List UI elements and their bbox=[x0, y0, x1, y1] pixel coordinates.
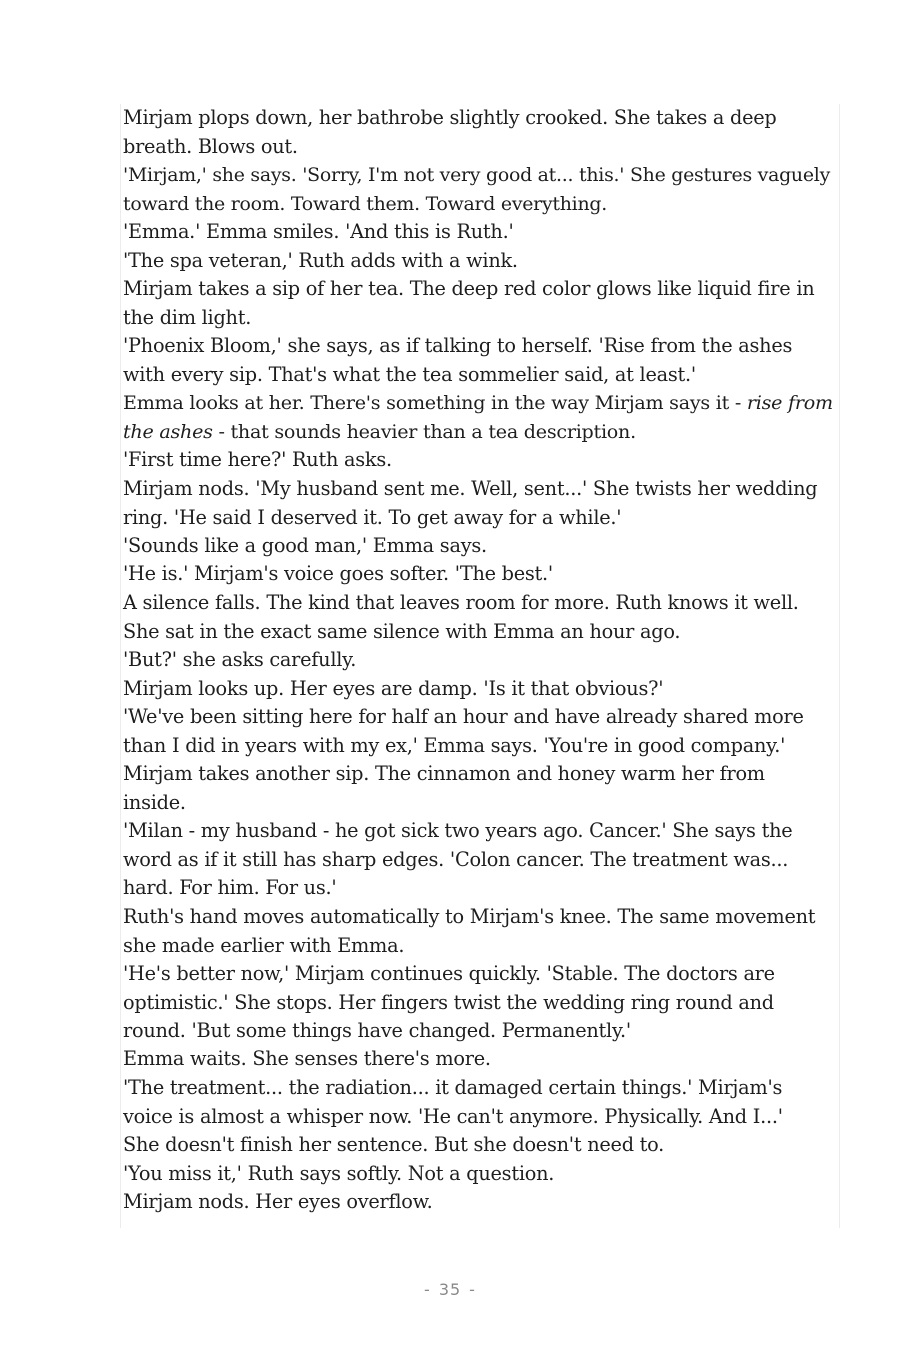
paragraph-1: Mirjam plops down, her bathrobe slightly crooked. She takes a deep breath. Blows out. bbox=[123, 106, 777, 158]
paragraph-14: Mirjam looks up. Her eyes are damp. 'Is it that obvious?' bbox=[123, 677, 664, 700]
page-number-dash-right: - bbox=[469, 1280, 476, 1299]
paragraph-23: Mirjam nods. Her eyes overflow. bbox=[123, 1190, 433, 1213]
page-number bbox=[0, 1280, 900, 1299]
page-number-value: 35 bbox=[438, 1280, 462, 1299]
paragraph-20: Emma waits. She senses there's more. bbox=[123, 1047, 491, 1070]
paragraph-11: 'He is.' Mirjam's voice goes softer. 'The best.' bbox=[123, 562, 553, 585]
paragraph-9: Mirjam nods. 'My husband sent me. Well, sent...' She twists her wedding ring. 'He said I deserved it. To get away for a while.' bbox=[123, 477, 818, 529]
paragraph-13: 'But?' she asks carefully. bbox=[123, 648, 357, 671]
page-number-dash-left: - bbox=[424, 1280, 431, 1299]
paragraph-10: 'Sounds like a good man,' Emma says. bbox=[123, 534, 487, 557]
paragraph-7: Emma looks at her. There's something in the way Mirjam says it - rise from the ashes - that sounds heavier than a tea description. bbox=[123, 391, 833, 443]
paragraph-18: Ruth's hand moves automatically to Mirjam's knee. The same movement she made earlier with Emma. bbox=[123, 905, 816, 957]
paragraph-15: 'We've been sitting here for half an hour and have already shared more than I did in years with my ex,' Emma says. 'You're in good company.' bbox=[123, 705, 804, 757]
paragraph-3: 'Emma.' Emma smiles. 'And this is Ruth.' bbox=[123, 220, 514, 243]
paragraph-8: 'First time here?' Ruth asks. bbox=[123, 448, 392, 471]
italic-phrase-start: rise from bbox=[746, 391, 833, 414]
paragraph-21: 'The treatment... the radiation... it damaged certain things.' Mirjam's voice is almost a whisper now. 'He can't anymore. Physically. And I...' She doesn't finish her sentence. But she doesn't need to. bbox=[123, 1076, 783, 1157]
paragraph-22: 'You miss it,' Ruth says softly. Not a question. bbox=[123, 1162, 555, 1185]
paragraph-2: 'Mirjam,' she says. 'Sorry, I'm not very good at... this.' She gestures vaguely toward the room. Toward them. Toward everything. bbox=[123, 164, 830, 215]
paragraph-16: Mirjam takes another sip. The cinnamon and honey warm her from inside. bbox=[123, 762, 765, 814]
body-text bbox=[120, 104, 840, 1228]
paragraph-12: A silence falls. The kind that leaves room for more. Ruth knows it well. She sat in the exact same silence with Emma an hour ago. bbox=[123, 591, 799, 643]
paragraph-17: 'Milan - my husband - he got sick two years ago. Cancer.' She says the word as if it still has sharp edges. 'Colon cancer. The treatment was... hard. For him. For us.' bbox=[123, 819, 793, 900]
italic-phrase-end: the ashes bbox=[123, 419, 213, 443]
paragraph-5: Mirjam takes a sip of her tea. The deep red color glows like liquid fire in the dim light. bbox=[123, 277, 815, 329]
paragraph-4: 'The spa veteran,' Ruth adds with a wink. bbox=[123, 249, 518, 272]
paragraph-19: 'He's better now,' Mirjam continues quickly. 'Stable. The doctors are optimistic.' She stops. Her fingers twist the wedding ring round and round. 'But some things have changed. Permanently.' bbox=[123, 962, 775, 1043]
paragraph-6: 'Phoenix Bloom,' she says, as if talking to herself. 'Rise from the ashes with every sip. That's what the tea sommelier said, at least.' bbox=[123, 334, 793, 386]
